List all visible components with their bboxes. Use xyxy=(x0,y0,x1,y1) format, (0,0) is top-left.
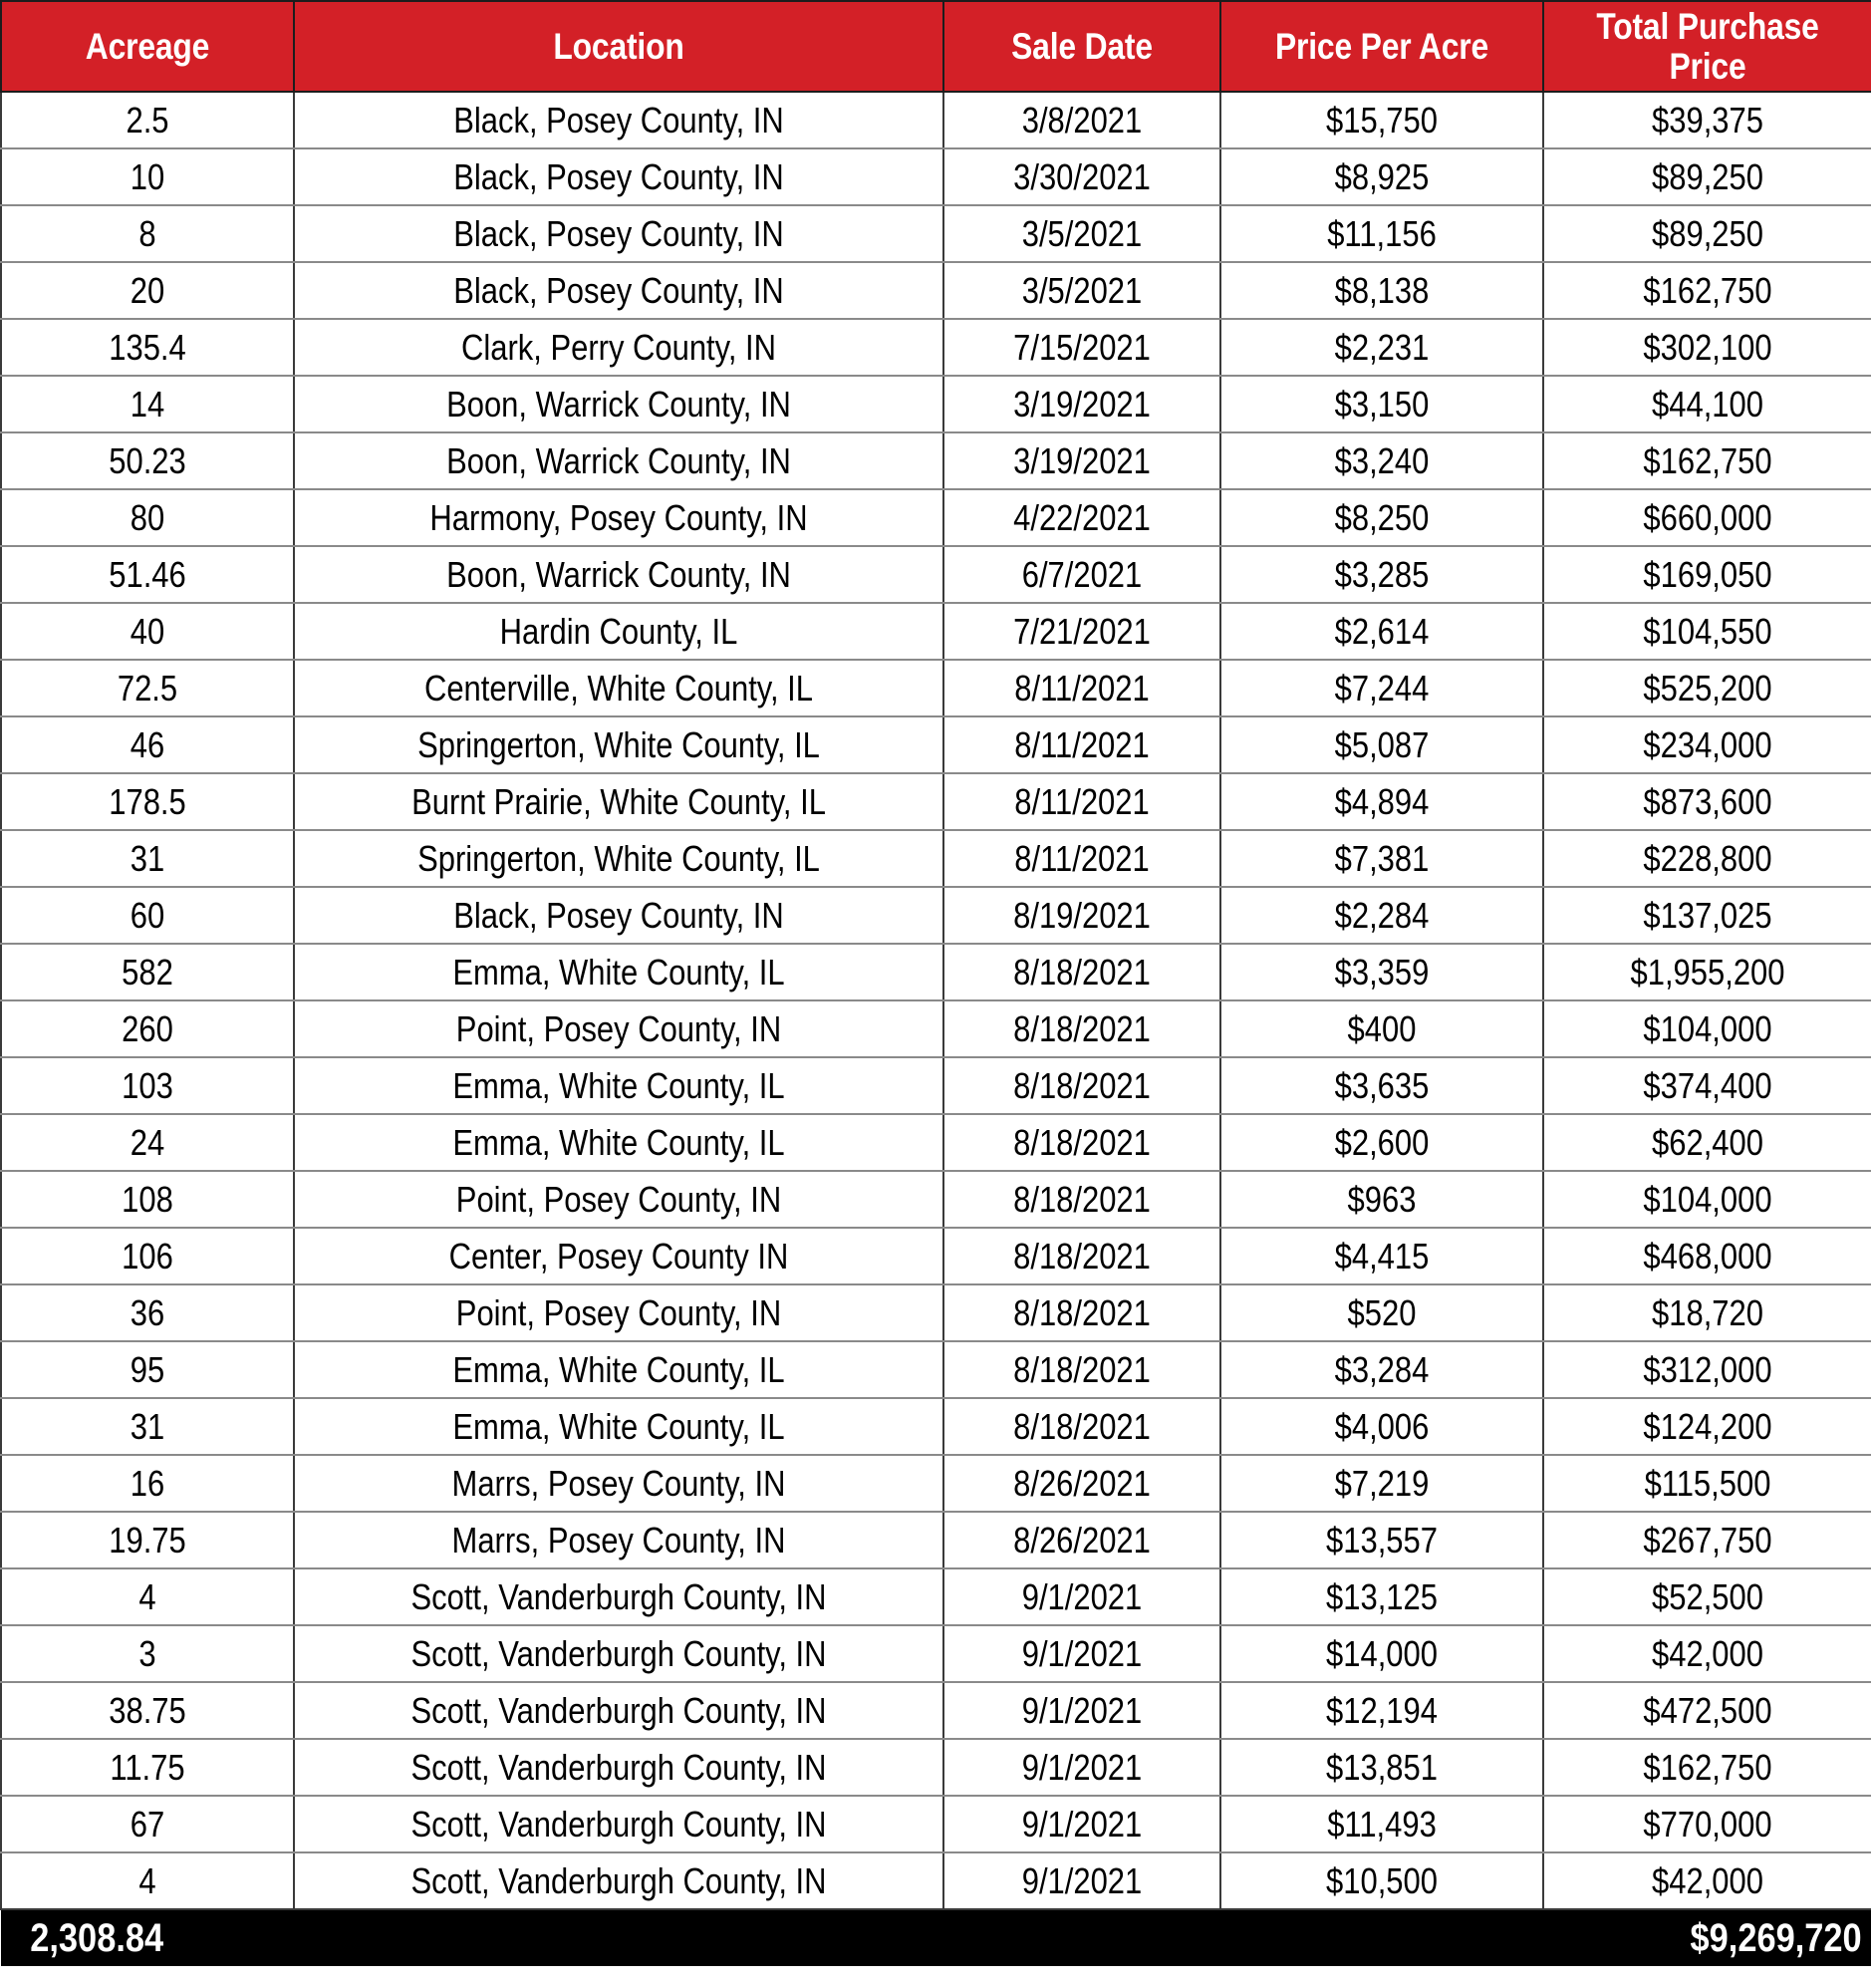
cell-ppa: $13,557 xyxy=(1243,1512,1521,1568)
cell-saledate: 3/19/2021 xyxy=(962,432,1201,489)
cell-ppa: $2,231 xyxy=(1243,319,1521,376)
cell-ppa: $13,125 xyxy=(1243,1568,1521,1625)
cell-total: $228,800 xyxy=(1566,830,1849,887)
cell-saledate: 9/1/2021 xyxy=(962,1796,1201,1852)
cell-location: Black, Posey County, IN xyxy=(340,262,899,319)
cell-total: $472,500 xyxy=(1566,1682,1849,1739)
cell-total: $104,000 xyxy=(1566,1171,1849,1228)
cell-acreage: 2.5 xyxy=(22,92,274,148)
table-row xyxy=(1,773,1871,830)
cell-saledate: 3/8/2021 xyxy=(962,92,1201,148)
total-location-blank xyxy=(340,1909,899,1966)
cell-acreage: 106 xyxy=(22,1228,274,1284)
cell-saledate: 8/18/2021 xyxy=(962,944,1201,1000)
table-row xyxy=(1,148,1871,205)
cell-saledate: 6/7/2021 xyxy=(962,546,1201,603)
table-row xyxy=(1,1455,1871,1512)
table-row xyxy=(1,1000,1871,1057)
cell-ppa: $2,614 xyxy=(1243,603,1521,660)
cell-saledate: 8/11/2021 xyxy=(962,830,1201,887)
cell-saledate: 8/18/2021 xyxy=(962,1114,1201,1171)
cell-location: Point, Posey County, IN xyxy=(340,1000,899,1057)
cell-saledate: 3/5/2021 xyxy=(962,262,1201,319)
cell-total: $468,000 xyxy=(1566,1228,1849,1284)
cell-total: $525,200 xyxy=(1566,660,1849,716)
cell-ppa: $4,415 xyxy=(1243,1228,1521,1284)
table-row xyxy=(1,660,1871,716)
cell-location: Emma, White County, IL xyxy=(340,1057,899,1114)
cell-saledate: 8/18/2021 xyxy=(962,1057,1201,1114)
table-row xyxy=(1,1796,1871,1852)
cell-total: $234,000 xyxy=(1566,716,1849,773)
cell-acreage: 95 xyxy=(22,1341,274,1398)
table-row xyxy=(1,489,1871,546)
cell-saledate: 8/19/2021 xyxy=(962,887,1201,944)
cell-total: $104,000 xyxy=(1566,1000,1849,1057)
cell-acreage: 14 xyxy=(22,376,274,432)
cell-total: $1,955,200 xyxy=(1566,944,1849,1000)
cell-total: $162,750 xyxy=(1566,262,1849,319)
cell-location: Emma, White County, IL xyxy=(340,1114,899,1171)
cell-total: $42,000 xyxy=(1566,1852,1849,1909)
cell-total: $770,000 xyxy=(1566,1796,1849,1852)
cell-total: $162,750 xyxy=(1566,432,1849,489)
cell-saledate: 3/5/2021 xyxy=(962,205,1201,262)
cell-total: $52,500 xyxy=(1566,1568,1849,1625)
column-header-total-purchase-price[interactable]: Total Purchase Price xyxy=(1566,1,1849,92)
cell-location: Scott, Vanderburgh County, IN xyxy=(340,1796,899,1852)
cell-total: $44,100 xyxy=(1566,376,1849,432)
cell-total: $137,025 xyxy=(1566,887,1849,944)
cell-saledate: 8/18/2021 xyxy=(962,1171,1201,1228)
cell-location: Emma, White County, IL xyxy=(340,1341,899,1398)
cell-total: $873,600 xyxy=(1566,773,1849,830)
table-row xyxy=(1,1682,1871,1739)
cell-saledate: 8/26/2021 xyxy=(962,1512,1201,1568)
cell-ppa: $3,150 xyxy=(1243,376,1521,432)
cell-ppa: $2,284 xyxy=(1243,887,1521,944)
cell-location: Centerville, White County, IL xyxy=(340,660,899,716)
cell-acreage: 4 xyxy=(22,1852,274,1909)
cell-acreage: 36 xyxy=(22,1284,274,1341)
cell-location: Scott, Vanderburgh County, IN xyxy=(340,1852,899,1909)
header-row xyxy=(1,1,1871,92)
table-row xyxy=(1,1171,1871,1228)
cell-ppa: $10,500 xyxy=(1243,1852,1521,1909)
cell-acreage: 260 xyxy=(22,1000,274,1057)
cell-ppa: $4,894 xyxy=(1243,773,1521,830)
table-row xyxy=(1,1739,1871,1796)
table-row xyxy=(1,1398,1871,1455)
cell-saledate: 8/11/2021 xyxy=(962,773,1201,830)
table-row xyxy=(1,944,1871,1000)
cell-location: Springerton, White County, IL xyxy=(340,830,899,887)
cell-acreage: 19.75 xyxy=(22,1512,274,1568)
cell-location: Burnt Prairie, White County, IL xyxy=(340,773,899,830)
cell-total: $660,000 xyxy=(1566,489,1849,546)
table-row xyxy=(1,319,1871,376)
cell-acreage: 8 xyxy=(22,205,274,262)
cell-acreage: 31 xyxy=(22,830,274,887)
cell-total: $62,400 xyxy=(1566,1114,1849,1171)
cell-total: $124,200 xyxy=(1566,1398,1849,1455)
cell-acreage: 51.46 xyxy=(22,546,274,603)
cell-saledate: 8/18/2021 xyxy=(962,1228,1201,1284)
table-row xyxy=(1,830,1871,887)
cell-ppa: $8,925 xyxy=(1243,148,1521,205)
table-row xyxy=(1,205,1871,262)
table-row xyxy=(1,1512,1871,1568)
table-row xyxy=(1,1852,1871,1909)
cell-total: $267,750 xyxy=(1566,1512,1849,1568)
cell-acreage: 40 xyxy=(22,603,274,660)
cell-location: Springerton, White County, IL xyxy=(340,716,899,773)
cell-acreage: 50.23 xyxy=(22,432,274,489)
cell-ppa: $3,359 xyxy=(1243,944,1521,1000)
cell-saledate: 9/1/2021 xyxy=(962,1739,1201,1796)
table-row xyxy=(1,262,1871,319)
table-header xyxy=(1,1,1871,92)
cell-total: $18,720 xyxy=(1566,1284,1849,1341)
cell-saledate: 7/21/2021 xyxy=(962,603,1201,660)
cell-saledate: 8/18/2021 xyxy=(962,1284,1201,1341)
cell-acreage: 135.4 xyxy=(22,319,274,376)
cell-ppa: $11,156 xyxy=(1243,205,1521,262)
cell-location: Black, Posey County, IN xyxy=(340,887,899,944)
cell-acreage: 24 xyxy=(22,1114,274,1171)
cell-acreage: 11.75 xyxy=(22,1739,274,1796)
total-purchase-price-value: $9,269,720 xyxy=(1589,1909,1871,1966)
totals-row xyxy=(1,1909,1871,1966)
table-row xyxy=(1,92,1871,148)
table-row xyxy=(1,1228,1871,1284)
cell-acreage: 3 xyxy=(22,1625,274,1682)
cell-total: $89,250 xyxy=(1566,205,1849,262)
cell-saledate: 9/1/2021 xyxy=(962,1682,1201,1739)
cell-ppa: $7,244 xyxy=(1243,660,1521,716)
column-header-acreage[interactable]: Acreage xyxy=(22,1,274,92)
table-row xyxy=(1,1341,1871,1398)
cell-ppa: $5,087 xyxy=(1243,716,1521,773)
table-row xyxy=(1,1057,1871,1114)
cell-location: Emma, White County, IL xyxy=(340,944,899,1000)
cell-location: Black, Posey County, IN xyxy=(340,92,899,148)
cell-location: Scott, Vanderburgh County, IN xyxy=(340,1568,899,1625)
cell-location: Emma, White County, IL xyxy=(340,1398,899,1455)
table-body xyxy=(1,92,1871,1909)
cell-saledate: 9/1/2021 xyxy=(962,1852,1201,1909)
cell-ppa: $7,381 xyxy=(1243,830,1521,887)
cell-acreage: 4 xyxy=(22,1568,274,1625)
cell-ppa: $3,285 xyxy=(1243,546,1521,603)
cell-ppa: $3,635 xyxy=(1243,1057,1521,1114)
cell-ppa: $7,219 xyxy=(1243,1455,1521,1512)
cell-location: Marrs, Posey County, IN xyxy=(340,1512,899,1568)
cell-saledate: 8/18/2021 xyxy=(962,1000,1201,1057)
total-sale-date-blank xyxy=(962,1909,1201,1966)
cell-acreage: 72.5 xyxy=(22,660,274,716)
cell-acreage: 67 xyxy=(22,1796,274,1852)
cell-saledate: 3/30/2021 xyxy=(962,148,1201,205)
cell-ppa: $15,750 xyxy=(1243,92,1521,148)
cell-saledate: 8/18/2021 xyxy=(962,1398,1201,1455)
cell-ppa: $11,493 xyxy=(1243,1796,1521,1852)
cell-total: $302,100 xyxy=(1566,319,1849,376)
table-row xyxy=(1,1284,1871,1341)
total-price-per-acre-blank xyxy=(1243,1909,1521,1966)
table-row xyxy=(1,546,1871,603)
cell-acreage: 31 xyxy=(22,1398,274,1455)
cell-location: Marrs, Posey County, IN xyxy=(340,1455,899,1512)
cell-total: $374,400 xyxy=(1566,1057,1849,1114)
cell-acreage: 20 xyxy=(22,262,274,319)
cell-saledate: 8/18/2021 xyxy=(962,1341,1201,1398)
cell-ppa: $13,851 xyxy=(1243,1739,1521,1796)
cell-total: $169,050 xyxy=(1566,546,1849,603)
column-header-sale-date[interactable]: Sale Date xyxy=(962,1,1201,92)
cell-ppa: $8,138 xyxy=(1243,262,1521,319)
cell-total: $104,550 xyxy=(1566,603,1849,660)
column-header-price-per-acre[interactable]: Price Per Acre xyxy=(1243,1,1521,92)
cell-total: $39,375 xyxy=(1566,92,1849,148)
cell-acreage: 38.75 xyxy=(22,1682,274,1739)
cell-ppa: $14,000 xyxy=(1243,1625,1521,1682)
cell-location: Black, Posey County, IN xyxy=(340,148,899,205)
cell-ppa: $12,194 xyxy=(1243,1682,1521,1739)
cell-ppa: $520 xyxy=(1243,1284,1521,1341)
cell-location: Hardin County, IL xyxy=(340,603,899,660)
cell-acreage: 178.5 xyxy=(22,773,274,830)
cell-ppa: $4,006 xyxy=(1243,1398,1521,1455)
cell-ppa: $963 xyxy=(1243,1171,1521,1228)
cell-acreage: 80 xyxy=(22,489,274,546)
table-row xyxy=(1,376,1871,432)
cell-saledate: 8/11/2021 xyxy=(962,660,1201,716)
cell-location: Scott, Vanderburgh County, IN xyxy=(340,1682,899,1739)
cell-location: Boon, Warrick County, IN xyxy=(340,376,899,432)
table-row xyxy=(1,603,1871,660)
cell-acreage: 108 xyxy=(22,1171,274,1228)
cell-location: Scott, Vanderburgh County, IN xyxy=(340,1739,899,1796)
cell-acreage: 582 xyxy=(22,944,274,1000)
cell-total: $162,750 xyxy=(1566,1739,1849,1796)
cell-location: Harmony, Posey County, IN xyxy=(340,489,899,546)
cell-location: Center, Posey County IN xyxy=(340,1228,899,1284)
cell-location: Point, Posey County, IN xyxy=(340,1284,899,1341)
cell-location: Black, Posey County, IN xyxy=(340,205,899,262)
cell-saledate: 7/15/2021 xyxy=(962,319,1201,376)
cell-total: $312,000 xyxy=(1566,1341,1849,1398)
cell-ppa: $8,250 xyxy=(1243,489,1521,546)
cell-location: Boon, Warrick County, IN xyxy=(340,432,899,489)
table-row xyxy=(1,716,1871,773)
cell-acreage: 103 xyxy=(22,1057,274,1114)
cell-saledate: 8/26/2021 xyxy=(962,1455,1201,1512)
cell-location: Point, Posey County, IN xyxy=(340,1171,899,1228)
cell-saledate: 9/1/2021 xyxy=(962,1568,1201,1625)
table-row xyxy=(1,1625,1871,1682)
cell-ppa: $400 xyxy=(1243,1000,1521,1057)
table-row xyxy=(1,1114,1871,1171)
cell-acreage: 10 xyxy=(22,148,274,205)
cell-location: Scott, Vanderburgh County, IN xyxy=(340,1625,899,1682)
cell-saledate: 3/19/2021 xyxy=(962,376,1201,432)
table-row xyxy=(1,1568,1871,1625)
cell-ppa: $2,600 xyxy=(1243,1114,1521,1171)
cell-acreage: 60 xyxy=(22,887,274,944)
cell-saledate: 4/22/2021 xyxy=(962,489,1201,546)
table-footer xyxy=(1,1909,1871,1966)
cell-ppa: $3,284 xyxy=(1243,1341,1521,1398)
cell-total: $42,000 xyxy=(1566,1625,1849,1682)
cell-saledate: 9/1/2021 xyxy=(962,1625,1201,1682)
total-acreage-value: 2,308.84 xyxy=(1,1909,253,1966)
table-row xyxy=(1,887,1871,944)
cell-location: Boon, Warrick County, IN xyxy=(340,546,899,603)
cell-location: Clark, Perry County, IN xyxy=(340,319,899,376)
column-header-location[interactable]: Location xyxy=(340,1,899,92)
table-row xyxy=(1,432,1871,489)
cell-total: $115,500 xyxy=(1566,1455,1849,1512)
cell-saledate: 8/11/2021 xyxy=(962,716,1201,773)
cell-total: $89,250 xyxy=(1566,148,1849,205)
cell-ppa: $3,240 xyxy=(1243,432,1521,489)
cell-acreage: 16 xyxy=(22,1455,274,1512)
cell-acreage: 46 xyxy=(22,716,274,773)
